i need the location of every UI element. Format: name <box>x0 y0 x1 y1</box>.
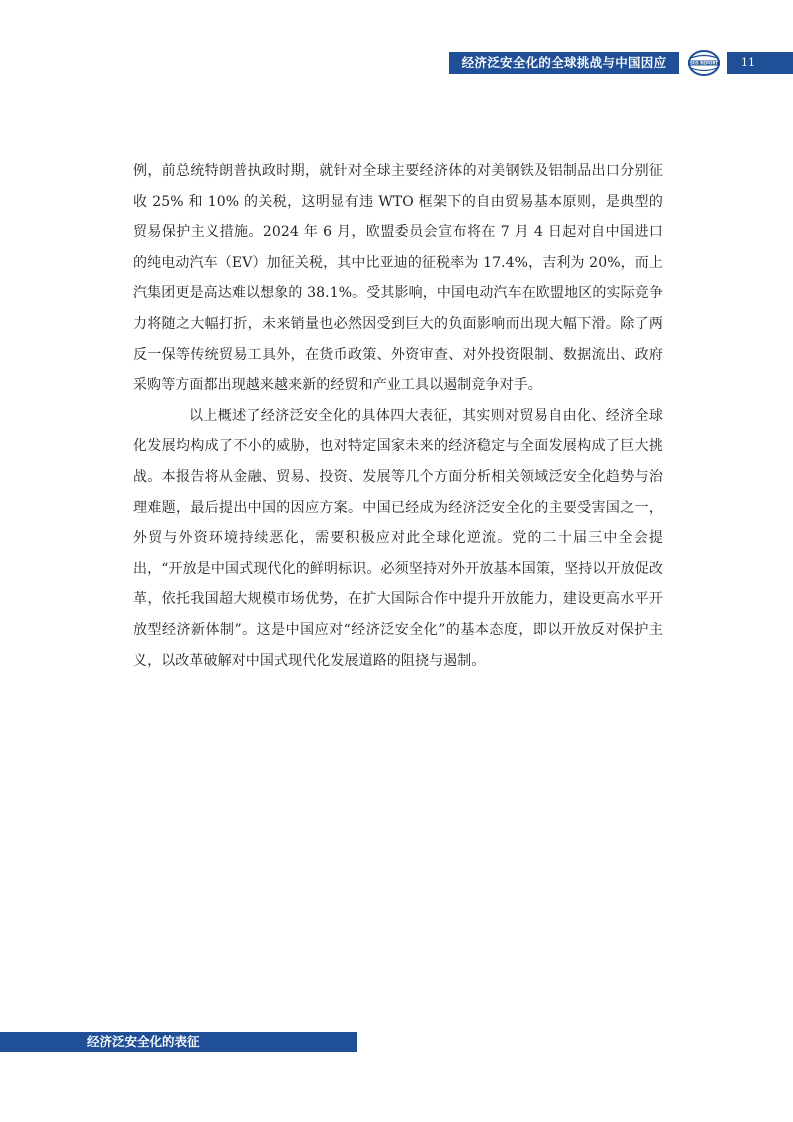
running-footer-section-title: 经济泛安全化的表征 <box>0 1032 357 1052</box>
svg-text:SIIS REPORT: SIIS REPORT <box>690 60 718 66</box>
paragraph: 例，前总统特朗普执政时期，就针对全球主要经济体的对美钢铁及铝制品出口分别征收 25% 和 10% 的关税，这明显有违 WTO 框架下的自由贸易基本原则，是典型的贸易保护主义措施。2024 年 6 月，欧盟委员会宣布将在 7 月 4 日起对自中国进口的纯电动汽车（EV）加征关税，其中比亚迪的征税率为 17.4%，吉利为 20%，而上汽集团更是高达难以想象的 38.1%。受其影响，中国电动汽车在欧盟地区的实际竞争力将随之大幅打折，未来销量也必然因受到巨大的负面影响而出现大幅下滑。除了两反一保等传统贸易工具外，在货币政策、外资审查、对外投资限制、数据流出、政府采购等方面都出现越来越来新的经贸和产业工具以遏制竞争对手。 <box>133 163 663 394</box>
running-header-title: 经济泛安全化的全球挑战与中国因应 <box>449 52 679 74</box>
page-number: 11 <box>727 52 793 74</box>
paragraph: 以上概述了经济泛安全化的具体四大表征，其实则对贸易自由化、经济全球化发展均构成了不小的威胁，也对特定国家未来的经济稳定与全面发展构成了巨大挑战。本报告将从金融、贸易、投资、发展等几个方面分析相关领域泛安全化趋势与治理难题，最后提出中国的因应方案。中国已经成为经济泛安全化的主要受害国之一，外贸与外资环境持续恶化，需要积极应对此全球化逆流。党的二十届三中全会提出，“开放是中国式现代化的鲜明标识。必须坚持对外开放基本国策，坚持以开放促改革，依托我国超大规模市场优势，在扩大国际合作中提升开放能力，建设更高水平开放型经济新体制”。这是中国应对“经济泛安全化”的基本态度，即以开放反对保护主义，以改革破解对中国式现代化发展道路的阻挠与遏制。 <box>133 407 663 669</box>
siis-report-logo <box>687 49 721 77</box>
body-text <box>133 156 663 676</box>
